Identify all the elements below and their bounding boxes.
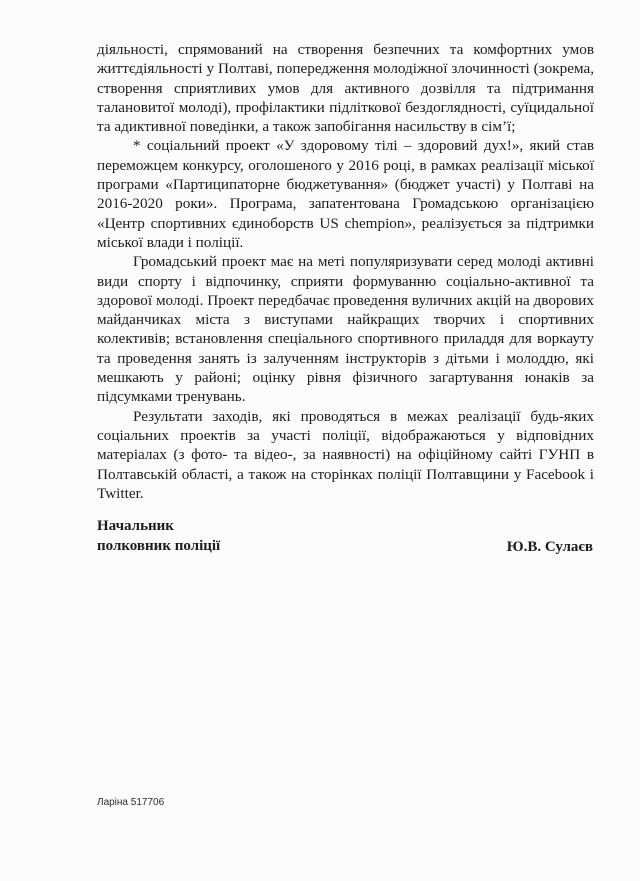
paragraph-results: Результати заходів, які проводяться в межах реалізації будь-яких соціальних проектів за участі поліції, відображаються у відповідних матеріалах (з фото- та відео-, за наявності) на офіційному сайті ГУНП в Полтавській області, а також на сторінках поліції Полтавщини у Facebook і Twitter. (97, 407, 594, 502)
document-body (97, 40, 594, 503)
signature-position-line2: полковник поліції (97, 538, 221, 554)
paragraph-continuation: діяльності, спрямований на створення безпечних та комфортних умов життєдіяльності у Полтаві, попередження молодіжної злочинності (зокрема, створення сприятливих умов для активного дозвілля та підтримання талановитої молоді), профілактики підліткової бездоглядності, суїцидальної та адиктивної поведінки, а також запобігання насильству в сім’ї; (97, 41, 594, 136)
signature-name: Ю.В. Сулаєв (506, 539, 593, 555)
paragraph-project-goals: Громадський проект має на меті популяризувати серед молоді активні види спорту і відпочинку, сприяти формуванню соціально-активної та здорової молоді. Проект передбачає проведення вуличних акцій на дворових майданчиках міста з виступами найкращих творчих і спортивних колективів; встановлення спеціального спортивного приладдя для воркауту та проведення занять із залученням інструкторів з дітьми і молоддю, які мешкають у районі; оцінку рівня фізичного загартування юнаків за підсумками тренувань. (97, 253, 594, 406)
signature-position (97, 516, 220, 556)
footer-executor-note: Ларіна 517706 (97, 797, 165, 808)
signature-position-line1: Начальник (97, 518, 174, 534)
paragraph-social-project: * соціальний проект «У здоровому тілі – здоровий дух!», який став переможцем конкурсу, оголошеного у 2016 році, в рамках реалізації міської програми «Партиципаторне бюджетування» (бюджет участі) у Полтаві на 2016-2020 роки». Програма, запатентована Громадською організацією «Центр спортивних єдиноборств US chempion», реалізується за підтримки міської влади і поліції. (97, 137, 594, 251)
